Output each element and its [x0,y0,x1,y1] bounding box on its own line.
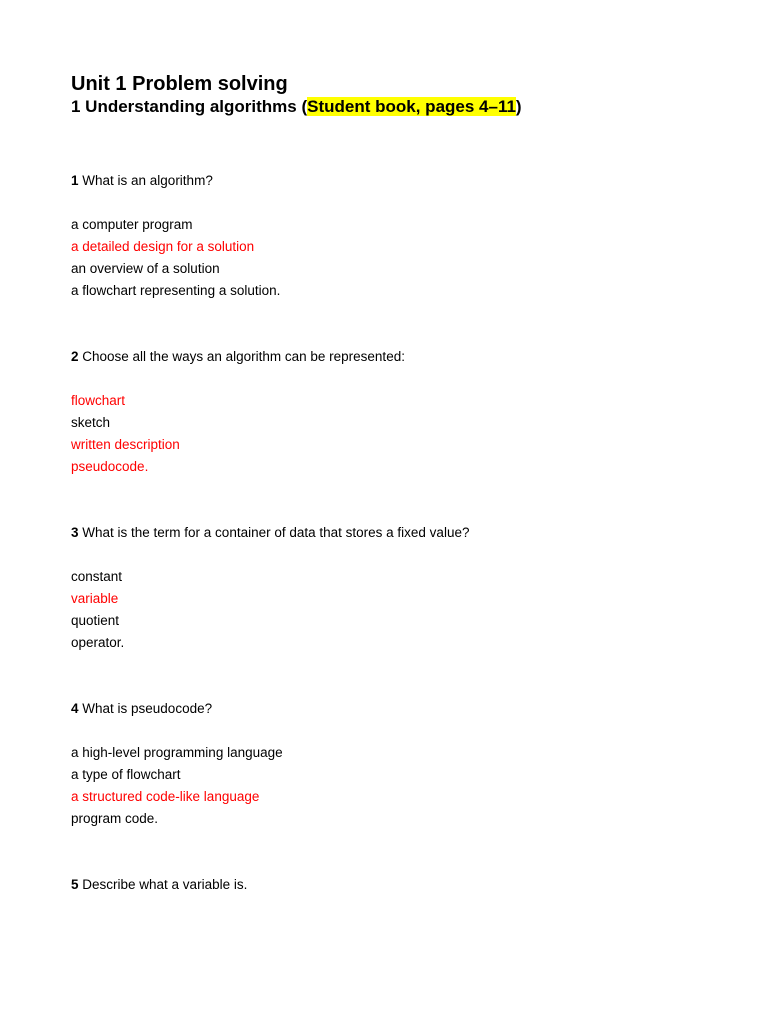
question-text [71,522,711,544]
unit-title: Unit 1 Problem solving [71,73,288,95]
answer-option: operator. [71,635,125,650]
subtitle-prefix: 1 Understanding algorithms ( [71,97,308,116]
answer-option: a computer program [71,217,193,232]
answer-option: constant [71,569,123,584]
answer-option: sketch [71,415,111,430]
answer-option: program code. [71,811,159,826]
question-1 [71,170,711,302]
question-number: 4 [71,701,79,716]
question-number: 5 [71,877,79,892]
answer-option: an overview of a solution [71,261,220,276]
question-prompt: What is an algorithm? [78,173,213,188]
question-text [71,698,711,720]
question-number: 3 [71,525,79,540]
question-text [71,346,711,368]
question-number: 2 [71,349,79,364]
subtitle-suffix: ) [515,97,522,116]
section-subtitle [71,96,711,118]
answer-option-correct: variable [71,591,119,606]
student-book-reference: Student book, pages 4–11 [307,97,516,116]
answer-option: a flowchart representing a solution. [71,283,281,298]
answer-option: a high-level programming language [71,745,283,760]
answer-option-correct: pseudocode. [71,459,149,474]
question-5 [71,874,711,896]
answer-option-correct: a detailed design for a solution [71,239,255,254]
question-4 [71,698,711,830]
question-prompt: What is the term for a container of data that stores a fixed value? [78,525,470,540]
answer-options [71,742,711,830]
answer-options [71,566,711,654]
question-text [71,170,711,192]
question-number: 1 [71,173,79,188]
answer-option-correct: flowchart [71,393,126,408]
question-prompt: Choose all the ways an algorithm can be represented: [78,349,405,364]
question-prompt: What is pseudocode? [78,701,213,716]
answer-option: a type of flowchart [71,767,181,782]
question-text [71,874,711,896]
answer-option-correct: a structured code-like language [71,789,260,804]
question-2 [71,346,711,478]
answer-options [71,390,711,478]
question-prompt: Describe what a variable is. [78,877,248,892]
answer-option: quotient [71,613,120,628]
answer-option-correct: written description [71,437,180,452]
document-page [71,72,711,892]
answer-options [71,214,711,302]
question-3 [71,522,711,654]
